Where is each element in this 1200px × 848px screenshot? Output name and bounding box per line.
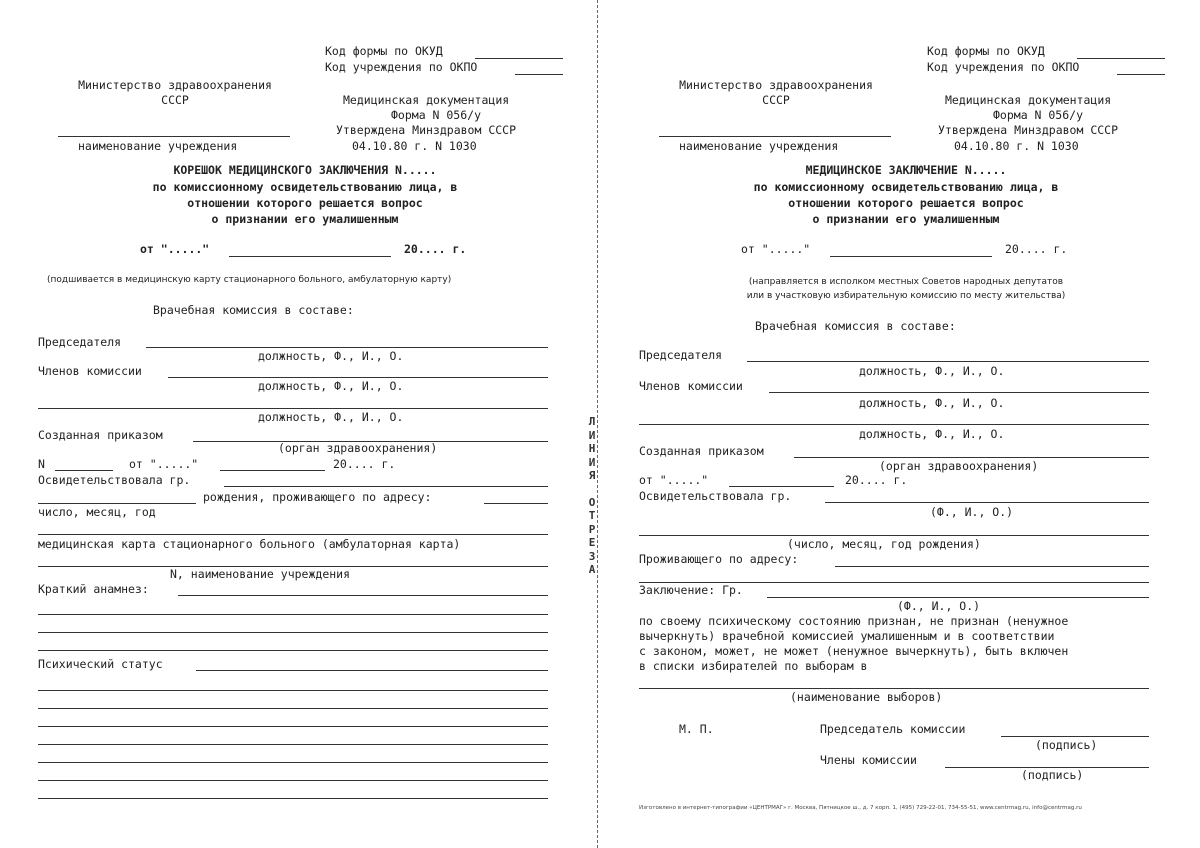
- order-n-line: [55, 470, 113, 471]
- member-caption-1: должность, Ф., И., О.: [859, 396, 1005, 410]
- cut-char: Я: [588, 469, 596, 482]
- okpo-label: Код учреждения по ОКПО: [325, 60, 478, 74]
- approval-date: 04.10.80 г. N 1030: [954, 139, 1079, 153]
- cut-line-label: [586, 415, 598, 577]
- doc-subtitle-2: отношении которого решается вопрос: [788, 196, 1024, 210]
- order-n-label: N: [38, 457, 45, 471]
- med-doc-label: Медицинская документация: [945, 93, 1112, 107]
- conclusion-label: Заключение: Гр.: [639, 583, 743, 597]
- dob-caption: число, месяц, год: [38, 505, 156, 519]
- members-label: Членов комиссии: [639, 379, 743, 393]
- living-label: Проживающего по адресу:: [639, 552, 799, 566]
- cut-char: [586, 483, 598, 496]
- med-card-label: медицинская карта стационарного больного (амбулаторная карта): [38, 537, 461, 551]
- members-sign-label: Члены комиссии: [820, 753, 917, 767]
- dob-line: [38, 503, 196, 504]
- psych-line-4: [38, 726, 548, 727]
- order-date-line: [729, 486, 834, 487]
- approved-label: Утверждена Минздравом СССР: [938, 123, 1119, 137]
- cut-char: Е: [588, 536, 596, 549]
- psych-line-7: [38, 780, 548, 781]
- psych-line-8: [38, 798, 548, 799]
- year-label: 20.... г.: [1005, 242, 1068, 256]
- filing-note: (подшивается в медицинскую карту стационарного больного, амбулаторную карту): [47, 275, 452, 285]
- order-date-label: от ".....": [639, 473, 709, 487]
- conclusion-page: [601, 0, 1200, 848]
- fio-caption: (Ф., И., О.): [930, 505, 1014, 519]
- chairman-caption: должность, Ф., И., О.: [859, 364, 1005, 378]
- member-caption-2: должность, Ф., И., О.: [258, 410, 404, 424]
- examined-line: [224, 486, 548, 487]
- date-line: [229, 256, 391, 257]
- doc-subtitle-1: по комиссионному освидетельствованию лица, в: [753, 180, 1059, 194]
- member-caption-2: должность, Ф., И., О.: [859, 427, 1005, 441]
- institution-caption: наименование учреждения: [679, 139, 839, 153]
- okpo-label: Код учреждения по ОКПО: [927, 60, 1080, 74]
- med-doc-label: Медицинская документация: [343, 93, 510, 107]
- approval-date: 04.10.80 г. N 1030: [352, 139, 477, 153]
- created-by-line: [794, 457, 1149, 458]
- okud-line: [1077, 58, 1165, 59]
- anamnesis-line-3: [38, 632, 548, 633]
- cut-char: Т: [588, 509, 596, 522]
- members-line-1: [168, 377, 548, 378]
- member-caption-1: должность, Ф., И., О.: [258, 379, 404, 393]
- doc-title: КОРЕШОК МЕДИЦИНСКОГО ЗАКЛЮЧЕНИЯ N.....: [173, 163, 437, 177]
- members-label: Членов комиссии: [38, 364, 142, 378]
- psych-line-3: [38, 708, 548, 709]
- form-number: Форма N 056/у: [391, 108, 482, 122]
- date-line: [830, 256, 992, 257]
- fio-caption-2: (Ф., И., О.): [897, 599, 981, 613]
- cut-char: А: [588, 563, 596, 576]
- routing-note-2: или в участковую избирательную комиссию по месту жительства): [746, 291, 1066, 301]
- okpo-line: [515, 74, 563, 75]
- psych-line-2: [38, 690, 548, 691]
- date-label: от ".....": [140, 242, 210, 256]
- conclusion-text-1: по своему психическому состоянию признан, не признан (ненужное: [639, 614, 1069, 628]
- signature-caption: (подпись): [1035, 738, 1098, 752]
- seal-label: М. П.: [679, 722, 714, 736]
- institution-line: [659, 136, 891, 137]
- order-year-label: 20.... г.: [845, 473, 908, 487]
- examined-label: Освидетельствовала гр.: [639, 489, 792, 503]
- psych-line-6: [38, 762, 548, 763]
- anamnesis-line-2: [38, 614, 548, 615]
- psych-line-5: [38, 744, 548, 745]
- address-line-2: [38, 534, 548, 535]
- okud-label: Код формы по ОКУД: [325, 44, 443, 58]
- organ-caption: (орган здравоохранения): [278, 441, 438, 455]
- born-living-label: рождения, проживающего по адресу:: [203, 490, 432, 504]
- dob-line: [639, 535, 1149, 536]
- members-line-2: [639, 424, 1149, 425]
- chairman-label: Председателя: [38, 335, 122, 349]
- commission-label: Врачебная комиссия в составе:: [153, 303, 354, 317]
- psych-line-1: [196, 670, 548, 671]
- cut-char: И: [588, 428, 596, 442]
- address-line: [484, 503, 548, 504]
- examined-label: Освидетельствовала гр.: [38, 473, 191, 487]
- psych-status-label: Психический статус: [38, 657, 163, 671]
- signature-caption-2: (подпись): [1021, 768, 1084, 782]
- form-number: Форма N 056/у: [993, 108, 1084, 122]
- living-line-1: [835, 566, 1149, 567]
- order-date-label: от ".....": [129, 457, 199, 471]
- doc-title: МЕДИЦИНСКОЕ ЗАКЛЮЧЕНИЕ N.....: [805, 163, 1007, 177]
- conclusion-text-2: вычеркнуть) врачебной комиссией умалишенным и в соответствии: [639, 629, 1055, 643]
- conclusion-line: [767, 597, 1149, 598]
- doc-subtitle-3: о признании его умалишенным: [211, 212, 399, 226]
- doc-subtitle-3: о признании его умалишенным: [812, 212, 1000, 226]
- examined-line: [825, 502, 1149, 503]
- members-line-1: [769, 392, 1149, 393]
- routing-note-1: (направляется в исполком местных Советов народных депутатов: [748, 277, 1064, 287]
- okud-line: [475, 58, 563, 59]
- anamnesis-line-1: [178, 595, 548, 596]
- institution-caption: наименование учреждения: [78, 139, 238, 153]
- cut-char: Л: [588, 415, 596, 428]
- chairman-label: Председателя: [639, 348, 723, 362]
- doc-subtitle-1: по комиссионному освидетельствованию лица, в: [152, 180, 458, 194]
- approved-label: Утверждена Минздравом СССР: [336, 123, 517, 137]
- order-year-label: 20.... г.: [333, 457, 396, 471]
- printer-footer: Изготовлено в интернет-типографии «ЦЕНТРМАГ» г. Москва, Пятницкое ш., д. 7 корп. 1, (495) 729-22-01, 734-55-51, www.centrmag.ru, info@centrmag.ru: [639, 805, 1082, 811]
- created-by-label: Созданная приказом: [38, 428, 163, 442]
- ministry-country: СССР: [161, 93, 189, 107]
- anamnesis-label: Краткий анамнез:: [38, 582, 149, 596]
- commission-label: Врачебная комиссия в составе:: [755, 319, 956, 333]
- organ-caption: (орган здравоохранения): [879, 459, 1039, 473]
- chairman-sign-label: Председатель комиссии: [820, 722, 966, 736]
- cut-char: З: [588, 549, 596, 563]
- elections-line: [639, 688, 1149, 689]
- conclusion-text-3: с законом, может, не может (ненужное вычеркнуть), быть включен: [639, 644, 1069, 658]
- stub-page: [0, 0, 598, 848]
- ministry-country: СССР: [762, 93, 790, 107]
- ministry-label: Министерство здравоохранения: [78, 78, 272, 92]
- chairman-sign-line: [1001, 736, 1149, 737]
- cut-char: И: [588, 455, 596, 469]
- ministry-label: Министерство здравоохранения: [679, 78, 873, 92]
- doc-subtitle-2: отношении которого решается вопрос: [187, 196, 423, 210]
- dob-caption: (число, месяц, год рождения): [787, 537, 981, 551]
- okud-label: Код формы по ОКУД: [927, 44, 1045, 58]
- created-by-label: Созданная приказом: [639, 444, 764, 458]
- chairman-line: [747, 361, 1149, 362]
- okpo-line: [1117, 74, 1165, 75]
- cut-char: Р: [588, 522, 596, 536]
- order-date-line: [220, 470, 325, 471]
- date-label: от ".....": [741, 242, 811, 256]
- cut-char: О: [588, 495, 596, 509]
- year-label: 20.... г.: [404, 242, 467, 256]
- anamnesis-line-4: [38, 650, 548, 651]
- members-line-2: [38, 408, 548, 409]
- institution-line: [58, 136, 290, 137]
- n-institution-caption: N, наименование учреждения: [170, 567, 351, 581]
- elections-caption: (наименование выборов): [790, 690, 943, 704]
- chairman-caption: должность, Ф., И., О.: [258, 349, 404, 363]
- cut-char: Н: [588, 442, 596, 455]
- chairman-line: [146, 347, 548, 348]
- conclusion-text-4: в списки избирателей по выборам в: [639, 659, 868, 673]
